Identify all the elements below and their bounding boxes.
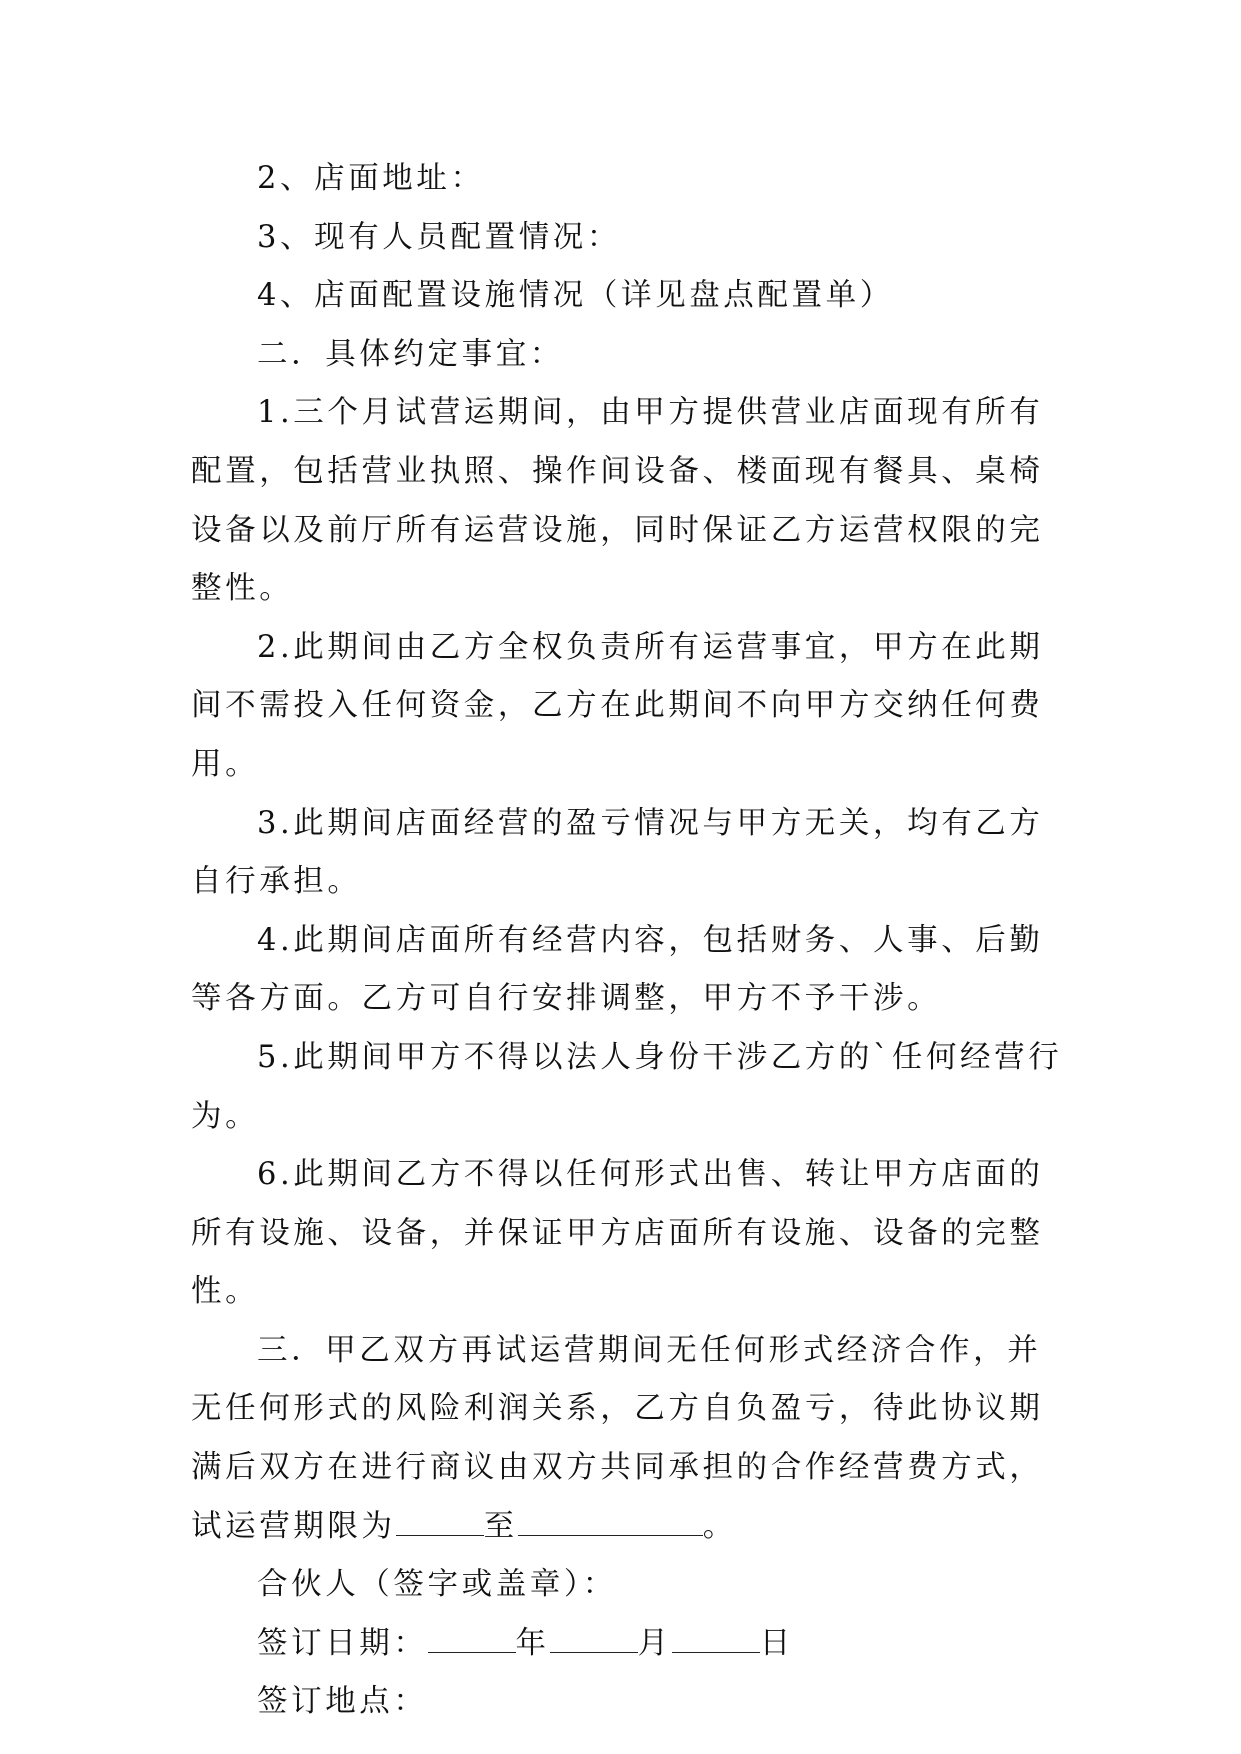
section-heading-specific-terms: 二．具体约定事宜： (257, 336, 564, 372)
line-facilities: 4、店面配置设施情况（详见盘点配置单） (257, 278, 894, 314)
term-2: 2.此期间由乙方全权负责所有运营事宜，甲方在此期间不需投入任何资金，乙方在此期间不向甲方交纳任何费用。 (191, 629, 1044, 782)
term-4: 4.此期间店面所有经营内容，包括财务、人事、后勤等各方面。乙方可自行安排调整，甲方不予干涉。 (191, 922, 1044, 1017)
section-3-paragraph (191, 1322, 1071, 1556)
line-staff-config: 3、现有人员配置情况： (257, 219, 622, 255)
sign-date-line (191, 1615, 1071, 1674)
section-3-end: 。 (702, 1508, 737, 1544)
section-3-text: 三．甲乙双方再试运营期间无任何形式经济合作，并无任何形式的风险利润关系，乙方自负盈亏，待此协议期满后双方在进行商议由双方共同承担的合作经营费方式，试运营期限为 (191, 1332, 1044, 1544)
partner-signature-line: 合伙人（签字或盖章）： (257, 1567, 617, 1603)
line-store-address: 2、店面地址： (257, 161, 485, 196)
term-5: 5.此期间甲方不得以法人身份干涉乙方的`任何经营行为。 (191, 1039, 1063, 1134)
day-label: 日 (759, 1625, 794, 1661)
day-blank[interactable] (672, 1618, 760, 1653)
month-label: 月 (637, 1625, 672, 1661)
section-3-to: 至 (483, 1508, 518, 1544)
year-blank[interactable] (428, 1618, 516, 1653)
term-3: 3.此期间店面经营的盈亏情况与甲方无关，均有乙方自行承担。 (191, 805, 1044, 900)
trial-end-blank[interactable] (518, 1501, 703, 1536)
sign-place-line: 签订地点： (257, 1684, 428, 1720)
term-6: 6.此期间乙方不得以任何形式出售、转让甲方店面的所有设施、设备，并保证甲方店面所有设施、设备的完整性。 (191, 1157, 1044, 1310)
year-label: 年 (515, 1625, 550, 1661)
sign-date-label: 签订日期： (257, 1625, 428, 1661)
month-blank[interactable] (550, 1618, 638, 1653)
document-body (191, 150, 1071, 1732)
term-1: 1.三个月试营运期间，由甲方提供营业店面现有所有配置，包括营业执照、操作间设备、楼面现有餐具、桌椅设备以及前厅所有运营设施，同时保证乙方运营权限的完整性。 (191, 395, 1044, 607)
trial-start-blank[interactable] (396, 1501, 484, 1536)
